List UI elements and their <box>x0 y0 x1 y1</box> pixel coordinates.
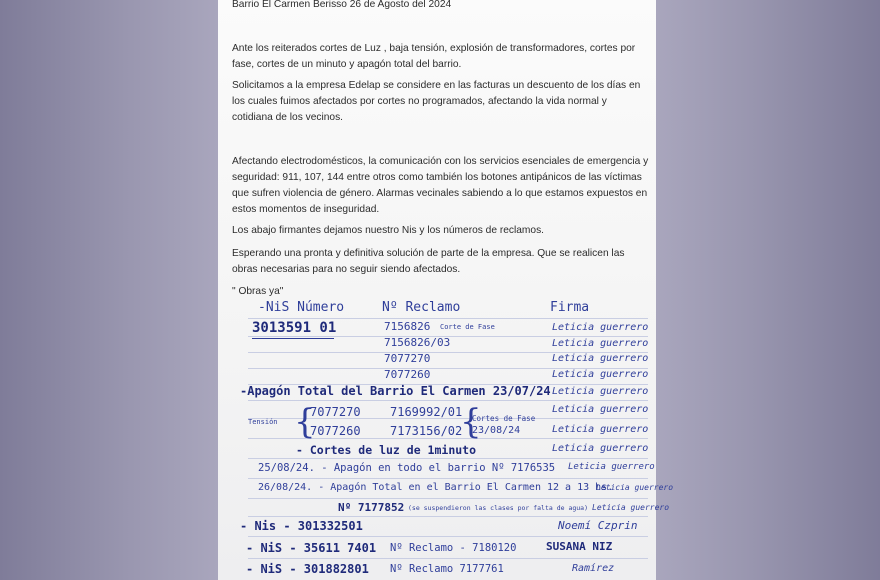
paragraph-line: Esperando una pronta y definitiva solución de parte de la empresa. Que se realicen las <box>232 248 625 259</box>
hw-signature-4: Ramírez <box>572 563 615 574</box>
hw-line-2508: 25/08/24. - Apagón en todo el barrio Nº 7176535 <box>258 462 556 474</box>
hw-line-2608: 26/08/24. - Apagón Total en el Barrio El Carmen 12 a 13 hs. <box>258 482 614 493</box>
hw-nis-4: - NiS - 301882801 <box>246 562 369 576</box>
hw-col-firma: Firma <box>550 300 590 315</box>
ruled-line <box>248 516 648 517</box>
ruled-line <box>248 478 648 479</box>
ruled-line <box>248 558 648 559</box>
ruled-line <box>248 318 648 319</box>
hw-reclamo-b2: 7173156/02 <box>390 424 463 438</box>
ruled-line <box>248 458 648 459</box>
background-left <box>0 0 218 580</box>
hw-col-nis: -NiS Número <box>258 300 345 315</box>
underline <box>252 338 334 339</box>
hw-signature-3: SUSANA NIZ <box>546 540 613 553</box>
hw-signature: Leticia guerrero <box>552 338 649 349</box>
hw-reclamo-3: 7077270 <box>384 352 431 365</box>
hw-reclamo-2: 7156826/03 <box>384 336 451 349</box>
hw-nis-2: - Nis - 301332501 <box>240 519 363 533</box>
hw-signature: Leticia guerrero <box>552 386 649 397</box>
brace: { <box>460 402 482 442</box>
hw-signature: Leticia guerrero <box>552 322 649 333</box>
letter-header: Barrio El Carmen Berisso 26 de Agosto del 2024 <box>232 0 452 10</box>
hw-tension-note: Tensión <box>248 418 278 426</box>
background-right <box>656 0 880 580</box>
hw-cortes-minuto: - Cortes de luz de 1minuto <box>296 443 477 457</box>
hw-signature: Leticia guerrero <box>552 404 649 415</box>
hw-signature: Leticia guerrero <box>592 503 670 512</box>
hw-line-nro: Nº 7177852 <box>338 501 405 514</box>
hw-signature: Leticia guerrero <box>552 369 649 380</box>
letter-page <box>218 0 674 580</box>
hw-reclamo-4: 7077260 <box>384 368 431 381</box>
hw-note-corte-fase: Corte de Fase <box>440 323 495 331</box>
hw-nis-1: 3013591 01 <box>252 320 337 336</box>
hw-col-reclamo: Nº Reclamo <box>382 300 461 315</box>
paragraph-line: " Obras ya" <box>232 286 284 297</box>
paragraph-line: cotidiana de los vecinos. <box>232 112 343 123</box>
paragraph-line: obras necesarias para no seguir siendo afectados. <box>232 264 461 275</box>
paragraph-line: que sufren violencia de género. Alarmas vecinales sabiendo a lo que estamos expuestos en <box>232 188 648 199</box>
ruled-line <box>248 400 648 401</box>
paragraph-line: Ante los reiterados cortes de Luz , baja tensión, explosión de transformadores, cortes por <box>232 43 636 54</box>
hw-signature: Leticia guerrero <box>552 424 649 435</box>
hw-signature: Leticia guerrero <box>568 462 655 472</box>
hw-signature: Leticia guerrero <box>552 353 649 364</box>
hw-apagon-total: -Apagón Total del Barrio El Carmen 23/07/24 <box>240 384 551 398</box>
ruled-line <box>248 536 648 537</box>
ruled-line <box>248 498 648 499</box>
hw-nis-3: - NiS - 35611 7401 <box>246 541 377 555</box>
hw-note-date: 23/08/24 <box>472 425 521 436</box>
paragraph-line: fase, cortes de un minuto y apagón total del barrio. <box>232 59 462 70</box>
hw-signature: Leticia guerrero <box>596 483 674 492</box>
hw-reclamo-a2: 7077260 <box>310 424 361 438</box>
paragraph-line: los cuales fuimos afectados por cortes no programados, afectando la vida normal y <box>232 96 607 107</box>
paragraph-line: estos momentos de inseguridad. <box>232 204 380 215</box>
hw-note-cortes-fase: Cortes de Fase <box>472 414 536 423</box>
hw-reclamo-1: 7156826 <box>384 320 431 333</box>
paragraph-line: Afectando electrodomésticos, la comunicación con los servicios esenciales de emergencia y <box>232 156 649 167</box>
paragraph-line: Los abajo firmantes dejamos nuestro Nis y los números de reclamos. <box>232 225 544 236</box>
hw-signature: Leticia guerrero <box>552 443 649 454</box>
hw-signature-2: Noemí Czprin <box>558 519 638 532</box>
hw-reclamo-6: Nº Reclamo 7177761 <box>390 563 504 575</box>
hw-reclamo-b1: 7169992/01 <box>390 405 463 419</box>
hw-reclamo-a1: 7077270 <box>310 405 361 419</box>
paragraph-line: seguridad: 911, 107, 144 entre otros como también los botones antipánicos de las víctimas <box>232 172 642 183</box>
hw-note-suspension: (se suspendieron las clases por falta de agua) <box>408 504 589 512</box>
brace: { <box>294 402 316 442</box>
paragraph-line: Solicitamos a la empresa Edelap se considere en las facturas un descuento de los días en <box>232 80 641 91</box>
hw-reclamo-5: Nº Reclamo - 7180120 <box>390 542 517 554</box>
